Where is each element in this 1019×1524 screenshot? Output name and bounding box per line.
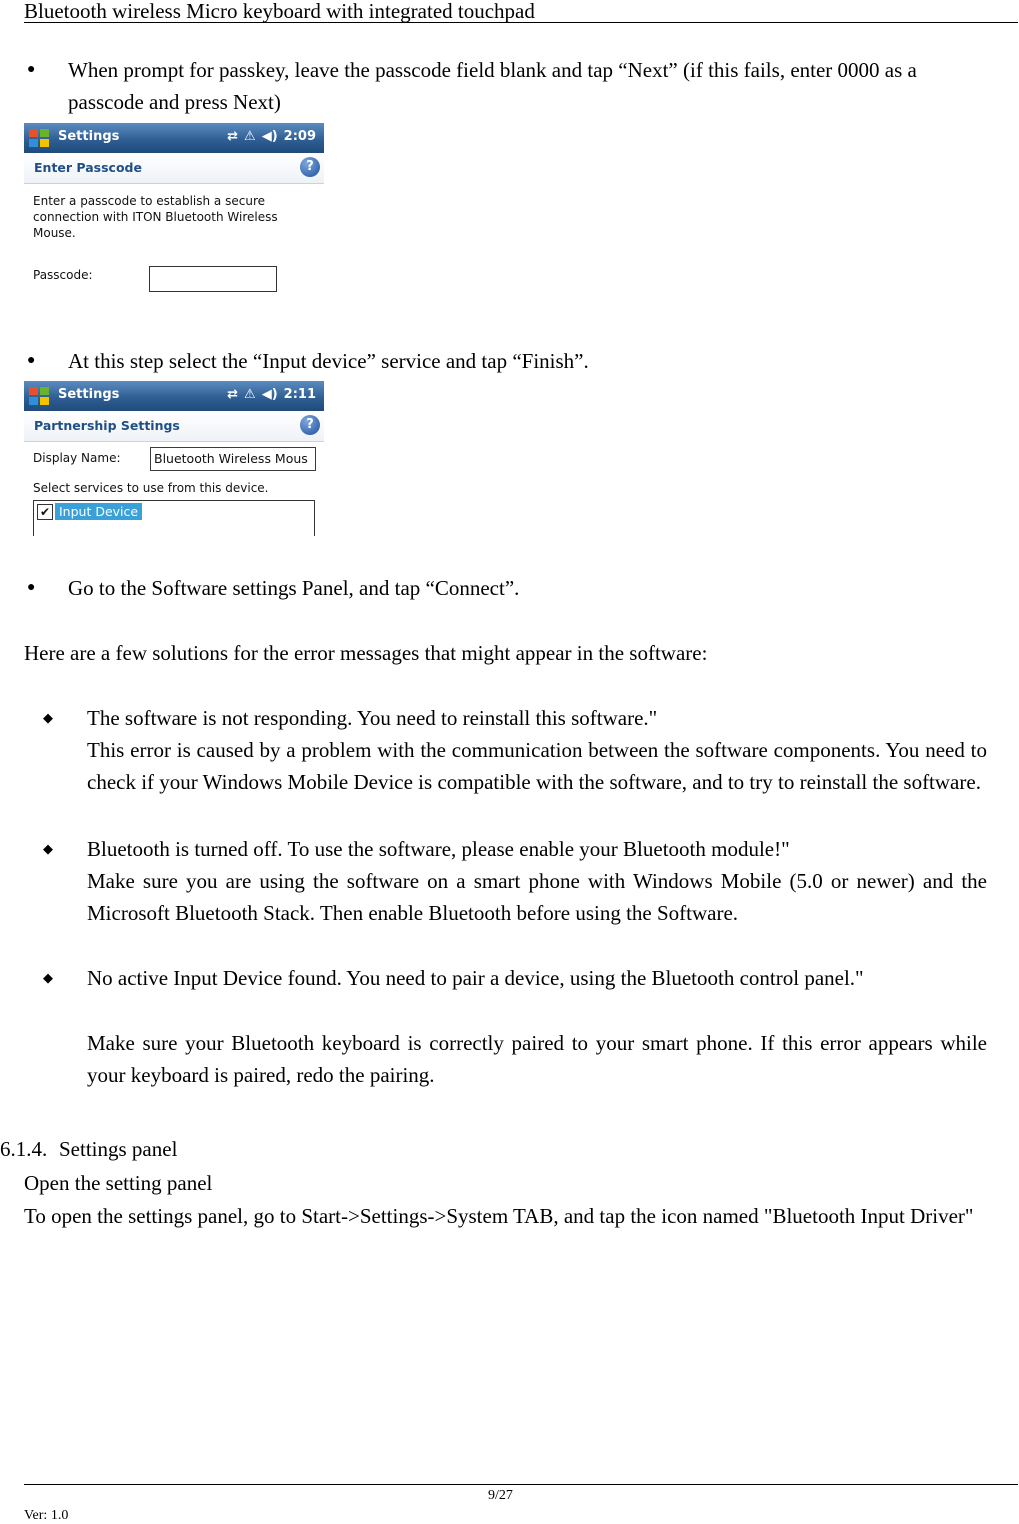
screenshot-enter-passcode: [24, 123, 324, 305]
subtitle-bar: [24, 411, 324, 442]
error-message: The software is not responding. You need to reinstall this software.": [87, 706, 658, 730]
app-title: Settings: [58, 387, 120, 402]
screen-subtitle: Enter Passcode: [34, 160, 142, 175]
status-tray: [227, 129, 316, 144]
sync-icon: ⇄: [227, 387, 239, 402]
windows-logo-icon: [28, 127, 50, 149]
bullet-item: When prompt for passkey, leave the passcode field blank and tap “Next” (if this fails, enter 0000 as a passcode and press Next): [68, 58, 917, 114]
services-label: Select services to use from this device.: [33, 481, 269, 495]
clock: 2:11: [283, 387, 316, 402]
section-number: 6.1.4.: [0, 1137, 48, 1161]
input-device-checkbox[interactable]: ✔: [37, 504, 53, 520]
bullet-dot-icon: ●: [27, 353, 36, 368]
display-name-label: Display Name:: [33, 451, 121, 465]
bullet-dot-icon: ●: [27, 580, 36, 595]
passcode-label: Passcode:: [33, 268, 93, 282]
signal-icon: ⚠: [244, 129, 256, 144]
error-message: No active Input Device found. You need to pair a device, using the Bluetooth control panel.": [87, 966, 864, 990]
services-list: [33, 500, 315, 536]
diamond-bullet-icon: ◆: [43, 841, 53, 856]
volume-icon: ◀): [261, 129, 278, 144]
bullet-item: At this step select the “Input device” service and tap “Finish”.: [68, 349, 589, 373]
service-item-input-device[interactable]: Input Device: [55, 503, 142, 520]
section-subtitle: Open the setting panel: [24, 1171, 213, 1195]
page-number: 9/27: [488, 1488, 513, 1503]
error-solution: Make sure your Bluetooth keyboard is correctly paired to your smart phone. If this error appears while your keyboard is paired, redo the pairing.: [87, 1031, 987, 1087]
header-divider: [24, 22, 1018, 23]
app-title: Settings: [58, 129, 120, 144]
title-bar: [24, 381, 324, 411]
clock: 2:09: [283, 129, 316, 144]
version-label: Ver: 1.0: [24, 1508, 69, 1523]
footer-divider: [24, 1484, 1018, 1485]
intro-paragraph: Here are a few solutions for the error messages that might appear in the software:: [24, 641, 708, 665]
screen-body: [24, 442, 324, 536]
document-header-title: Bluetooth wireless Micro keyboard with integrated touchpad: [24, 0, 535, 23]
status-tray: [227, 387, 316, 402]
screen-subtitle: Partnership Settings: [34, 418, 180, 433]
sync-icon: ⇄: [227, 129, 239, 144]
signal-icon: ⚠: [244, 387, 256, 402]
subtitle-bar: [24, 153, 324, 184]
help-icon[interactable]: ?: [300, 415, 320, 435]
title-bar: [24, 123, 324, 153]
help-icon[interactable]: ?: [300, 157, 320, 177]
volume-icon: ◀): [261, 387, 278, 402]
screenshot-partnership-settings: [24, 381, 324, 536]
diamond-bullet-icon: ◆: [43, 970, 53, 985]
windows-logo-icon: [28, 385, 50, 407]
error-message: Bluetooth is turned off. To use the software, please enable your Bluetooth module!": [87, 837, 790, 861]
screen-body: [24, 184, 324, 305]
section-title: Settings panel: [59, 1137, 178, 1161]
diamond-bullet-icon: ◆: [43, 710, 53, 725]
bullet-dot-icon: ●: [27, 62, 36, 77]
section-body: To open the settings panel, go to Start->Settings->System TAB, and tap the icon named "Bluetooth Input Driver": [24, 1204, 974, 1228]
passcode-description: Enter a passcode to establish a secure connection with ITON Bluetooth Wireless Mouse.: [33, 194, 278, 240]
display-name-input[interactable]: Bluetooth Wireless Mous: [150, 447, 316, 471]
error-solution: This error is caused by a problem with the communication between the software components. You need to check if your Windows Mobile Device is compatible with the software, and to try to reinstall the software.: [87, 738, 987, 794]
error-solution: Make sure you are using the software on a smart phone with Windows Mobile (5.0 or newer) and the Microsoft Bluetooth Stack. Then enable Bluetooth before using the Software.: [87, 869, 987, 925]
bullet-item: Go to the Software settings Panel, and tap “Connect”.: [68, 576, 520, 600]
passcode-input[interactable]: [149, 266, 277, 292]
